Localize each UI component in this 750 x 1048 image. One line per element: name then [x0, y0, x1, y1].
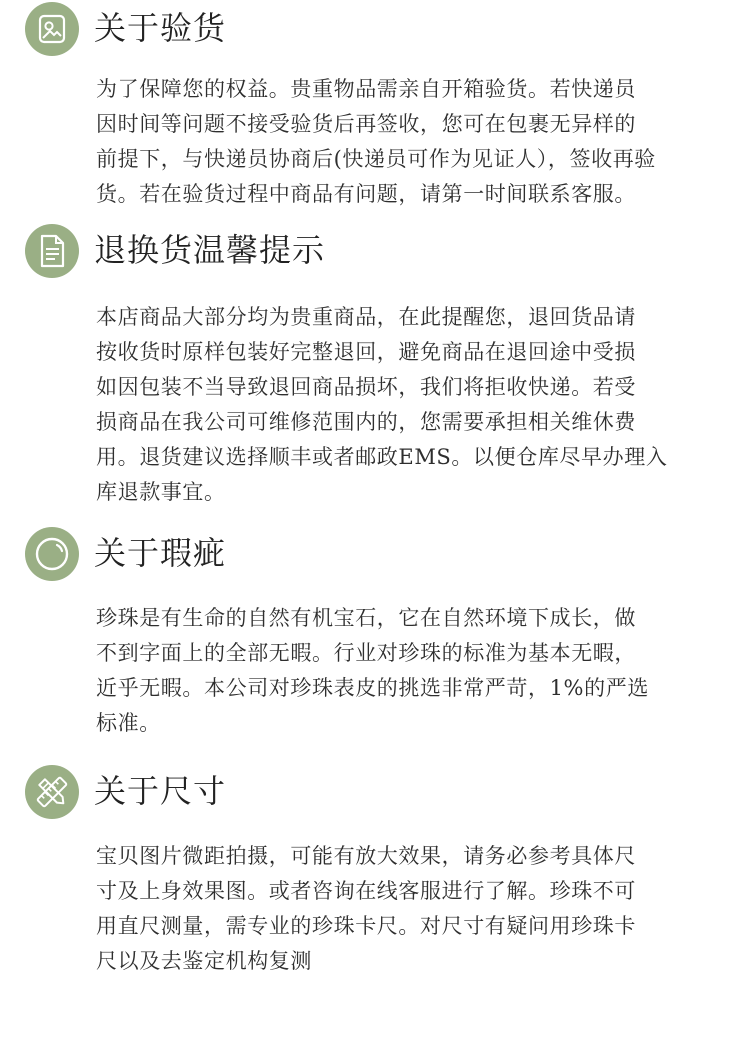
section-title: 关于瑕疵 — [94, 534, 227, 572]
body-line: 前提下，与快递员协商后(快递员可作为见证人），签收再验 — [96, 147, 656, 171]
section-body — [96, 72, 706, 212]
section-body — [96, 300, 706, 510]
body-line: 珍珠是有生命的自然有机宝石，它在自然环境下成长，做 — [96, 606, 636, 630]
body-line: 如因包装不当导致退回商品损坏，我们将拒收快递。若受 — [96, 375, 636, 399]
section-header — [0, 2, 750, 58]
section-title: 关于尺寸 — [94, 772, 227, 810]
ruler-pencil-icon — [25, 765, 79, 819]
section-title: 关于验货 — [94, 9, 227, 47]
section-header — [0, 765, 750, 821]
document-icon — [25, 224, 79, 278]
body-line: 标准。 — [96, 711, 161, 735]
section-header — [0, 224, 750, 280]
body-line: 尺以及去鉴定机构复测 — [96, 949, 312, 973]
section-title: 退换货温馨提示 — [94, 231, 326, 269]
section-body — [96, 601, 706, 741]
body-line: 用。退货建议选择顺丰或者邮政EMS。以便仓库尽早办理入 — [96, 445, 668, 469]
body-line: 宝贝图片微距拍摄，可能有放大效果，请务必参考具体尺 — [96, 844, 636, 868]
body-line: 库退款事宜。 — [96, 480, 226, 504]
body-line: 用直尺测量，需专业的珍珠卡尺。对尺寸有疑问用珍珠卡 — [96, 914, 636, 938]
body-line: 因时间等问题不接受验货后再签收，您可在包裹无异样的 — [96, 112, 636, 136]
body-line: 为了保障您的权益。贵重物品需亲自开箱验货。若快递员 — [96, 77, 636, 101]
body-line: 不到字面上的全部无暇。行业对珍珠的标准为基本无暇， — [96, 641, 636, 665]
body-line: 损商品在我公司可维修范围内的，您需要承担相关维休费 — [96, 410, 636, 434]
body-line: 近乎无暇。本公司对珍珠表皮的挑选非常严苛，1%的严选 — [96, 676, 649, 700]
body-line: 本店商品大部分均为贵重商品，在此提醒您，退回货品请 — [96, 305, 636, 329]
body-line: 货。若在验货过程中商品有问题，请第一时间联系客服。 — [96, 182, 636, 206]
section-body — [96, 839, 706, 979]
photo-frame-icon — [25, 2, 79, 56]
pearl-icon — [25, 527, 79, 581]
section-header — [0, 527, 750, 583]
body-line: 寸及上身效果图。或者咨询在线客服进行了解。珍珠不可 — [96, 879, 636, 903]
body-line: 按收货时原样包装好完整退回，避免商品在退回途中受损 — [96, 340, 636, 364]
